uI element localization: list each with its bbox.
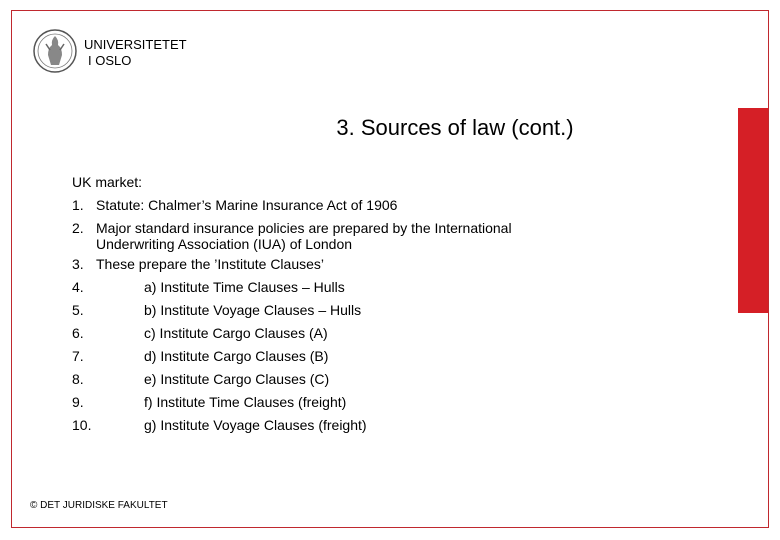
list-item <box>72 253 692 276</box>
list-item <box>72 322 692 345</box>
item-text: c) Institute Cargo Clauses (A) <box>144 325 328 341</box>
item-number: 2. <box>72 220 84 236</box>
list-item <box>72 217 692 253</box>
university-name-line2: I OSLO <box>88 53 132 68</box>
item-number: 5. <box>72 302 84 318</box>
slide-content <box>72 171 692 437</box>
item-number: 9. <box>72 394 84 410</box>
slide-title <box>0 114 700 142</box>
item-number: 4. <box>72 279 84 295</box>
item-text: These prepare the ’Institute Clauses’ <box>96 256 325 272</box>
list-item <box>72 194 692 217</box>
list-item <box>72 299 692 322</box>
slide-title-text: 3. Sources of law (cont.) <box>336 115 574 140</box>
university-seal-icon <box>32 24 78 78</box>
item-text: a) Institute Time Clauses – Hulls <box>144 279 345 295</box>
list-item <box>72 368 692 391</box>
item-number: 10. <box>72 417 92 433</box>
university-name <box>84 37 187 69</box>
item-number: 3. <box>72 256 84 272</box>
item-text: b) Institute Voyage Clauses – Hulls <box>144 302 362 318</box>
item-number: 8. <box>72 371 84 387</box>
list-item <box>72 276 692 299</box>
item-number: 1. <box>72 197 84 213</box>
list-item <box>72 414 692 437</box>
accent-bar <box>738 108 768 313</box>
item-text <box>96 220 512 252</box>
item-text-line1: Major standard insurance policies are prepared by the International <box>96 220 512 236</box>
item-text: e) Institute Cargo Clauses (C) <box>144 371 330 387</box>
university-name-line1: UNIVERSITETET <box>84 37 187 52</box>
item-text: d) Institute Cargo Clauses (B) <box>144 348 329 364</box>
intro-text: UK market: <box>72 174 143 190</box>
list-item <box>72 345 692 368</box>
item-text: f) Institute Time Clauses (freight) <box>144 394 347 410</box>
item-number: 6. <box>72 325 84 341</box>
intro-line <box>72 171 692 194</box>
item-text-line2: Underwriting Association (IUA) of London <box>96 236 353 252</box>
item-text: g) Institute Voyage Clauses (freight) <box>144 417 367 433</box>
footer-copyright: © DET JURIDISKE FAKULTET <box>30 500 168 511</box>
item-number: 7. <box>72 348 84 364</box>
item-text: Statute: Chalmer’s Marine Insurance Act of 1906 <box>96 197 398 213</box>
list-item <box>72 391 692 414</box>
